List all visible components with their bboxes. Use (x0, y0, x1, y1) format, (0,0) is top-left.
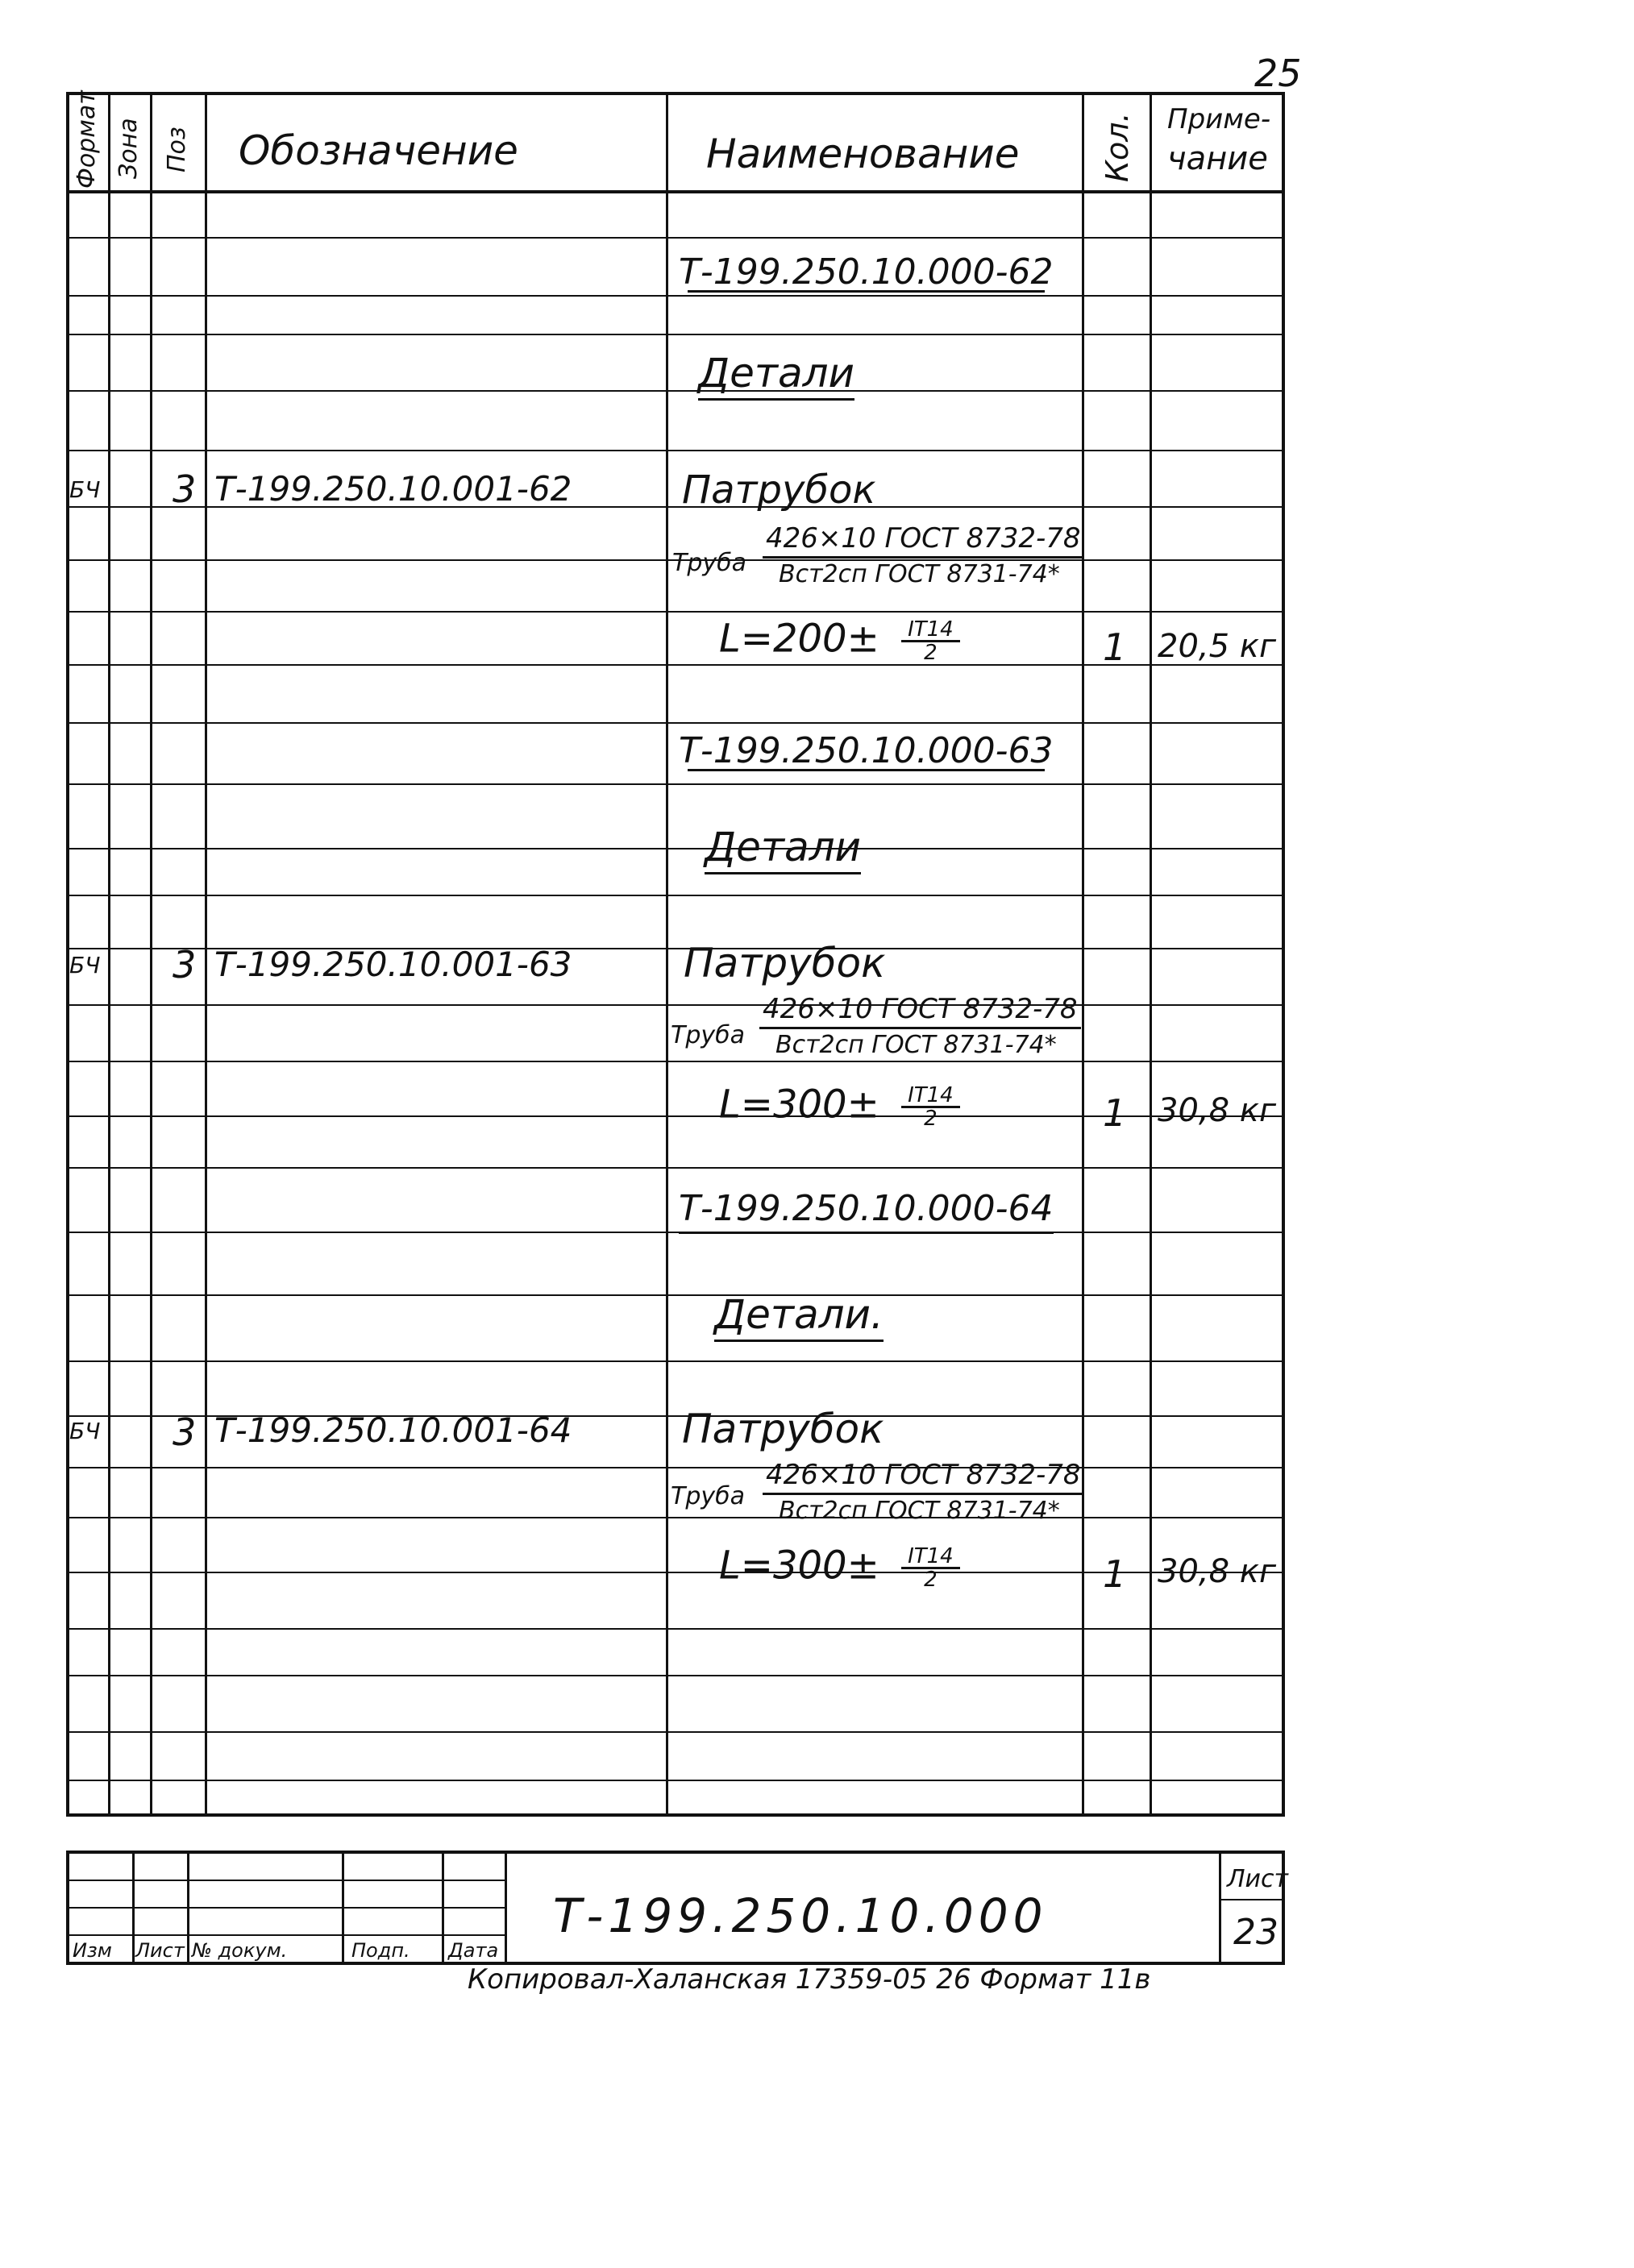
tolerance (901, 619, 960, 663)
pipe-label: Труба (671, 1482, 746, 1510)
tolerance-den: 2 (924, 1568, 938, 1592)
qty-cell: 1 (1103, 1552, 1127, 1596)
pipe-spec (759, 993, 1081, 1059)
name-cell: Патрубок (682, 467, 876, 513)
format-cell: БЧ (69, 952, 101, 978)
format-cell: БЧ (69, 476, 101, 503)
col-line (666, 95, 668, 1817)
name-cell: Патрубок (682, 1406, 884, 1452)
length-value: L=300± (719, 1082, 879, 1128)
sheet-label: Лист (1227, 1865, 1289, 1893)
pos-cell: 3 (173, 467, 197, 511)
length-spec (719, 1082, 960, 1131)
assembly-number: Т-199.250.10.000-62 (679, 251, 1054, 293)
pipe-spec-bottom: Вст2сп ГОСТ 8731-74* (779, 560, 1060, 588)
tolerance (901, 1085, 960, 1129)
col-date: Дата (448, 1939, 499, 1962)
tolerance (901, 1546, 960, 1590)
specification-table (66, 92, 1285, 1817)
header-note-2: чание (1167, 140, 1268, 177)
tolerance-num: IT14 (901, 1085, 960, 1108)
pipe-label: Труба (671, 1021, 746, 1049)
doc-number: Т-199.250.10.000 (553, 1888, 1048, 1943)
length-value: L=300± (719, 1543, 879, 1589)
sheet-number: 23 (1233, 1912, 1279, 1953)
col-sign: Подп. (351, 1939, 410, 1962)
designation-cell: Т-199.250.10.001-64 (214, 1410, 572, 1450)
pipe-spec-bottom: Вст2сп ГОСТ 8731-74* (779, 1497, 1060, 1525)
col-line (205, 95, 207, 1817)
header-pos: Поз (163, 127, 191, 172)
designation-cell: Т-199.250.10.001-62 (214, 469, 572, 509)
assembly-number: Т-199.250.10.000-63 (679, 730, 1054, 771)
group-title: Детали. (714, 1294, 884, 1342)
pipe-spec-top: 426×10 ГОСТ 8732-78 (759, 993, 1081, 1029)
length-value: L=200± (719, 616, 879, 662)
col-line (1082, 95, 1084, 1817)
pipe-spec-top: 426×10 ГОСТ 8732-78 (763, 1459, 1084, 1495)
pipe-label: Труба (672, 549, 747, 577)
tolerance-num: IT14 (901, 1546, 960, 1569)
length-spec (719, 1543, 960, 1592)
header-name: Наименование (706, 131, 1020, 177)
group-title: Детали (705, 827, 861, 874)
format-cell: БЧ (69, 1418, 101, 1444)
col-line (1150, 95, 1152, 1817)
header-qty: Кол. (1100, 112, 1135, 182)
qty-cell: 1 (1103, 1091, 1127, 1135)
pipe-spec-top: 426×10 ГОСТ 8732-78 (763, 522, 1084, 559)
note-cell: 30,8 кг (1158, 1553, 1276, 1590)
col-list: Лист (135, 1939, 185, 1962)
qty-cell: 1 (1103, 625, 1127, 669)
pos-cell: 3 (173, 943, 197, 987)
header-divider (69, 190, 1285, 193)
note-cell: 30,8 кг (1158, 1092, 1276, 1129)
pipe-spec-bottom: Вст2сп ГОСТ 8731-74* (775, 1031, 1057, 1059)
col-doc: № докум. (192, 1939, 288, 1962)
assembly-number: Т-199.250.10.000-64 (679, 1191, 1054, 1234)
col-line (108, 95, 110, 1817)
col-izm: Изм (73, 1939, 112, 1962)
pipe-spec (763, 1459, 1084, 1525)
pipe-spec (763, 522, 1084, 588)
header-designation: Обозначение (239, 127, 518, 174)
tolerance-den: 2 (924, 1107, 938, 1131)
pos-cell: 3 (173, 1410, 197, 1454)
col-line (150, 95, 152, 1817)
page-number: 25 (1254, 52, 1302, 95)
designation-cell: Т-199.250.10.001-63 (214, 945, 572, 984)
title-block (66, 1851, 1289, 1965)
tolerance-den: 2 (924, 641, 938, 665)
header-note-1: Приме- (1167, 103, 1271, 135)
group-title: Детали (698, 353, 854, 401)
tolerance-num: IT14 (901, 619, 960, 642)
name-cell: Патрубок (684, 940, 886, 987)
length-spec (719, 616, 960, 665)
header-zone: Зона (114, 118, 143, 179)
footer-note: Копировал-Халанская 17359-05 26 Формат 11в (468, 1963, 1151, 1996)
note-cell: 20,5 кг (1158, 628, 1276, 665)
header-format: Формат (73, 90, 101, 189)
